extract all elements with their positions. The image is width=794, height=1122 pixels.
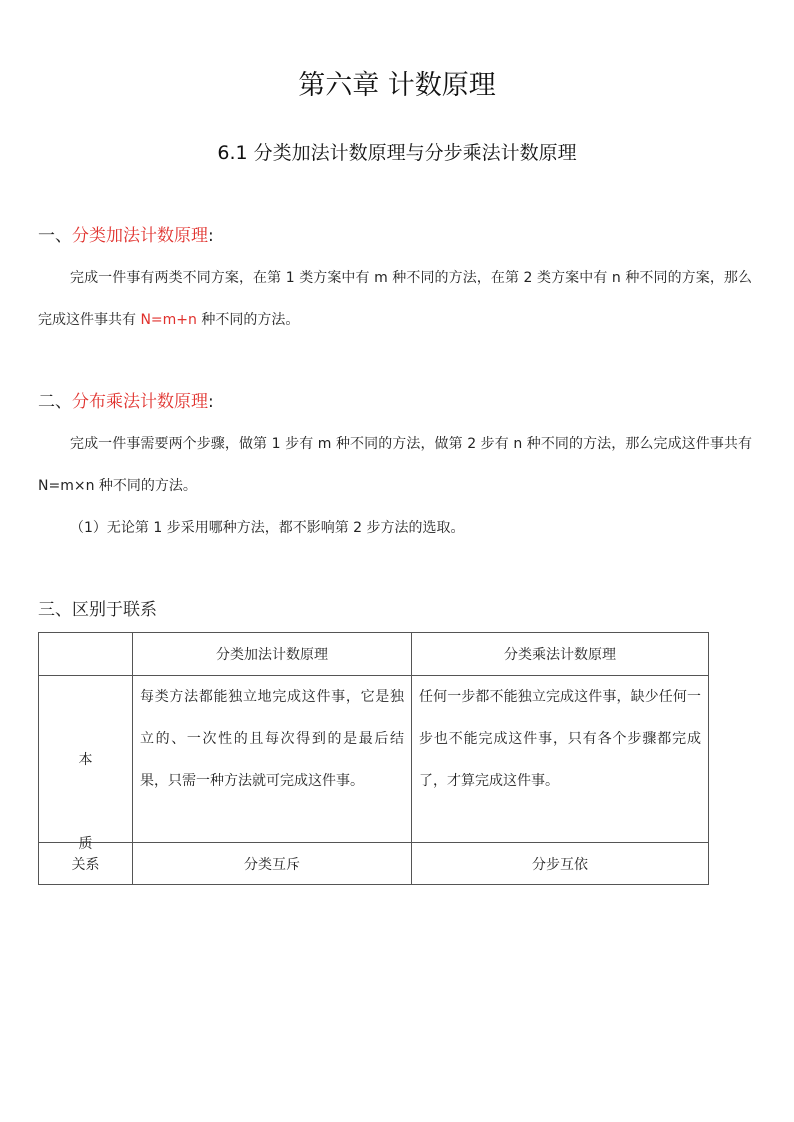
table-header-row <box>39 633 709 676</box>
essence-label-2: 质 <box>78 836 93 852</box>
table-row-relation <box>39 843 709 885</box>
relation-label: 关系 <box>39 843 133 885</box>
relation-multiplication: 分步互依 <box>412 843 709 885</box>
comparison-table <box>38 632 709 885</box>
section2-heading <box>38 388 214 416</box>
chapter-title: 第六章 计数原理 <box>298 70 496 101</box>
essence-multiplication: 任何一步都不能独立完成这件事，缺少任何一步也不能完成这件事，只有各个步骤都完成了，才算完成这件事。 <box>412 676 709 843</box>
table-header-multiplication: 分类乘法计数原理 <box>412 633 709 676</box>
section2-term: 分布乘法计数原理 <box>72 392 208 412</box>
section2-paragraph: 完成一件事需要两个步骤，做第 1 步有 m 种不同的方法，做第 2 步有 n 种不同的方法，那么完成这件事共有 N=m×n 种不同的方法。 <box>38 436 752 494</box>
table-row-essence <box>39 676 709 843</box>
section2-suffix: : <box>208 392 214 412</box>
section1-paragraph <box>38 257 752 341</box>
section1-prefix: 一、 <box>38 226 72 246</box>
section2-note: （1）无论第 1 步采用哪种方法，都不影响第 2 步方法的选取。 <box>70 520 465 536</box>
relation-addition: 分类互斥 <box>133 843 412 885</box>
section1-text-b: 种不同的方法。 <box>196 312 300 328</box>
essence-addition: 每类方法都能独立地完成这件事，它是独立的、一次性的且每次得到的是最后结果，只需一种方法就可完成这件事。 <box>133 676 412 843</box>
essence-label-cell <box>39 676 133 852</box>
section1-heading <box>38 222 214 250</box>
section1-formula: N=m+n <box>140 312 197 328</box>
section1-term: 分类加法计数原理 <box>72 226 208 246</box>
section1-text-a: 完成一件事有两类不同方案，在第 1 类方案中有 m 种不同的方法，在第 2 类方案中有 n 种不同的方案，那么完成这件事共有 <box>38 270 752 328</box>
section3-heading: 三、区别于联系 <box>38 600 157 620</box>
section2-prefix: 二、 <box>38 392 72 412</box>
section-title: 6.1 分类加法计数原理与分步乘法计数原理 <box>217 142 577 164</box>
table-header-addition: 分类加法计数原理 <box>133 633 412 676</box>
section1-suffix: : <box>208 226 214 246</box>
table-header-blank <box>39 633 133 676</box>
essence-label-1: 本 <box>78 752 93 768</box>
